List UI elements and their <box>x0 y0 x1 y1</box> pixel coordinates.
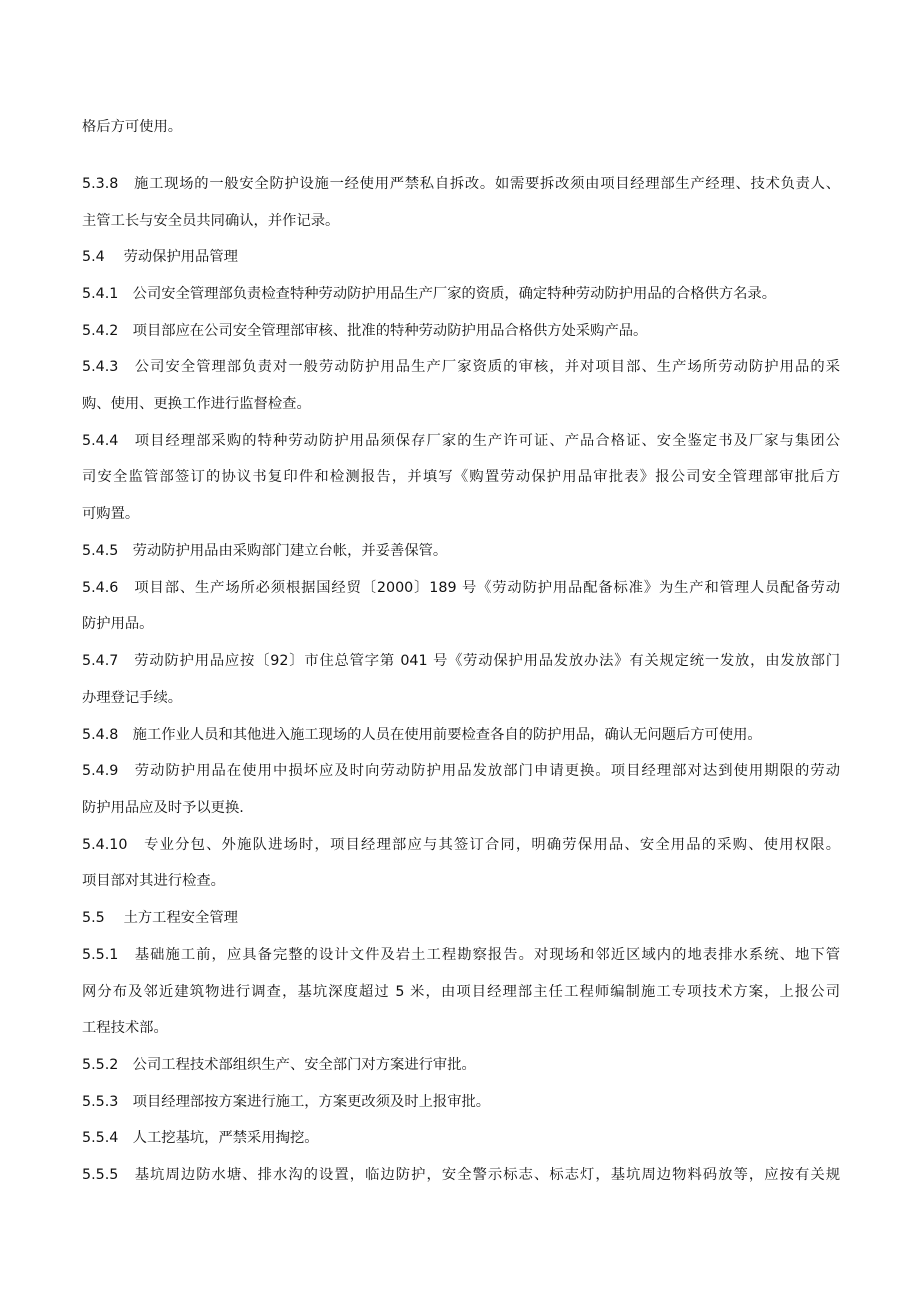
clause-5-4-8: 5.4.8 施工作业人员和其他进入施工现场的人员在使用前要检查各自的防护用品，确认无问题后方可使用。 <box>82 727 762 743</box>
clause-5-4-9-cont: 防护用品应及时予以更换. <box>82 800 244 816</box>
clause-5-5-4: 5.5.4 人工挖基坑，严禁采用掏挖。 <box>82 1130 319 1146</box>
section-5-5-heading: 5.5 土方工程安全管理 <box>82 910 238 926</box>
clause-5-4-2: 5.4.2 项目部应在公司安全管理部审核、批准的特种劳动防护用品合格供方处采购产品。 <box>82 323 648 339</box>
clause-5-4-4: 5.4.4 项目经理部采购的特种劳动防护用品须保存厂家的生产许可证、产品合格证、安全鉴定书及厂家与集团公 <box>82 433 840 449</box>
clause-5-4-10-cont: 项目部对其进行检查。 <box>82 873 225 889</box>
clause-5-4-7-cont: 办理登记手续。 <box>82 690 183 706</box>
clause-5-3-8: 5.3.8 施工现场的一般安全防护设施一经使用严禁私自拆改。如需要拆改须由项目经理部生产经理、技术负责人、 <box>82 176 840 192</box>
clause-5-4-5: 5.4.5 劳动防护用品由采购部门建立台帐，并妥善保管。 <box>82 543 448 559</box>
clause-5-4-9: 5.4.9 劳动防护用品在使用中损坏应及时向劳动防护用品发放部门申请更换。项目经理部对达到使用期限的劳动 <box>82 763 840 779</box>
text-line-continuation: 格后方可使用。 <box>82 119 183 135</box>
clause-5-4-3: 5.4.3 公司安全管理部负责对一般劳动防护用品生产厂家资质的审核，并对项目部、生产场所劳动防护用品的采 <box>82 359 840 375</box>
clause-5-4-6: 5.4.6 项目部、生产场所必须根据国经贸〔2000〕189 号《劳动防护用品配备标准》为生产和管理人员配备劳动 <box>82 580 840 596</box>
clause-5-4-4-cont-2: 可购置。 <box>82 506 140 522</box>
section-5-4-heading: 5.4 劳动保护用品管理 <box>82 249 238 265</box>
clause-5-5-3: 5.5.3 项目经理部按方案进行施工，方案更改须及时上报审批。 <box>82 1094 491 1110</box>
clause-5-4-3-cont: 购、使用、更换工作进行监督检查。 <box>82 396 311 412</box>
clause-5-4-10: 5.4.10 专业分包、外施队进场时，项目经理部应与其签订合同，明确劳保用品、安全用品的采购、使用权限。 <box>82 837 840 853</box>
clause-5-5-1: 5.5.1 基础施工前，应具备完整的设计文件及岩土工程勘察报告。对现场和邻近区域内的地表排水系统、地下管 <box>82 947 840 963</box>
clause-5-5-5: 5.5.5 基坑周边防水塘、排水沟的设置，临边防护，安全警示标志、标志灯，基坑周边物料码放等，应按有关规 <box>82 1167 840 1183</box>
clause-5-4-7: 5.4.7 劳动防护用品应按〔92〕市住总管字第 041 号《劳动保护用品发放办法》有关规定统一发放，由发放部门 <box>82 653 840 669</box>
clause-5-4-4-cont-1: 司安全监管部签订的协议书复印件和检测报告，并填写《购置劳动保护用品审批表》报公司安全管理部审批后方 <box>82 469 840 485</box>
clause-5-5-1-cont-2: 工程技术部。 <box>82 1020 168 1036</box>
clause-5-3-8-cont: 主管工长与安全员共同确认，并作记录。 <box>82 213 340 229</box>
clause-5-5-1-cont-1: 网分布及邻近建筑物进行调查，基坑深度超过 5 米，由项目经理部主任工程师编制施工专项技术方案，上报公司 <box>82 984 840 1000</box>
clause-5-4-1: 5.4.1 公司安全管理部负责检查特种劳动防护用品生产厂家的资质，确定特种劳动防护用品的合格供方名录。 <box>82 286 777 302</box>
clause-5-5-2: 5.5.2 公司工程技术部组织生产、安全部门对方案进行审批。 <box>82 1057 476 1073</box>
clause-5-4-6-cont: 防护用品。 <box>82 616 154 632</box>
